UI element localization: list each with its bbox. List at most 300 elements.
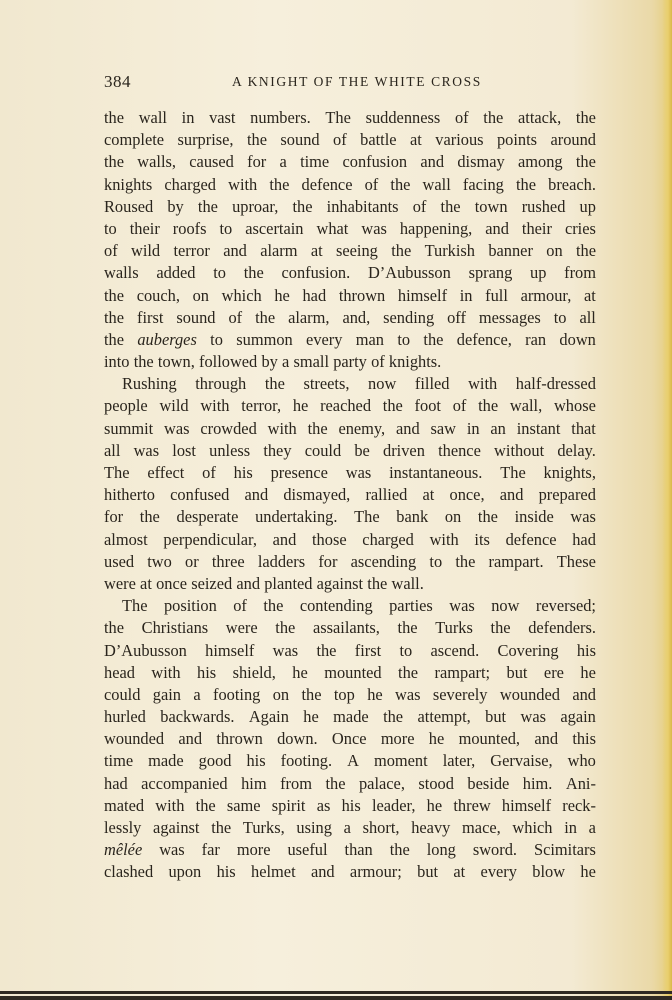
word: the <box>104 307 125 327</box>
word: that <box>571 418 596 438</box>
word: reck- <box>562 795 596 815</box>
word: and <box>310 862 335 882</box>
word: on <box>272 684 290 704</box>
text-line <box>104 506 596 528</box>
word: and <box>534 729 559 749</box>
word: footing. <box>280 751 333 771</box>
word: wall <box>422 174 451 194</box>
word: from <box>280 773 312 793</box>
word: defenders. <box>528 618 596 638</box>
body-text <box>104 107 596 884</box>
word: against <box>153 818 200 837</box>
word: and <box>244 485 269 505</box>
word: the <box>104 108 125 127</box>
word: mounted, <box>458 729 521 749</box>
word: down. <box>277 729 318 749</box>
word: short, <box>362 818 400 837</box>
word: of <box>202 463 216 482</box>
word: the <box>423 329 444 349</box>
word: for <box>318 551 338 571</box>
text-line <box>104 418 596 440</box>
word: wild <box>130 241 161 261</box>
word: he <box>292 396 309 416</box>
word: threw <box>453 795 491 815</box>
word: whose <box>553 396 596 416</box>
word: ladders <box>257 551 306 571</box>
word: uproar, <box>232 196 279 216</box>
word: and <box>396 418 420 438</box>
word: Gervaise, <box>490 751 553 771</box>
word: Rushing <box>122 374 177 394</box>
word: now <box>491 596 520 616</box>
word: charged <box>362 529 414 549</box>
word: alarm, <box>288 307 330 327</box>
word: complete <box>104 130 165 150</box>
word: the <box>104 329 125 349</box>
word: to <box>213 263 226 283</box>
word: spirit <box>271 795 306 815</box>
word: knights. <box>388 352 442 372</box>
word: to <box>210 329 223 349</box>
word: rampart; <box>434 662 491 682</box>
word: Scimitars <box>533 840 596 860</box>
word: beside <box>467 773 510 793</box>
word: thrown <box>216 729 263 749</box>
word: first <box>136 307 164 327</box>
word: without <box>494 440 545 460</box>
word: around <box>550 130 596 150</box>
word: now <box>368 374 397 394</box>
word: mounted <box>324 662 382 682</box>
word: was <box>395 684 421 704</box>
word: the <box>269 174 290 194</box>
word: attempt, <box>417 707 471 727</box>
word: gain <box>152 684 182 704</box>
word: his <box>576 640 596 660</box>
word: into <box>104 352 130 372</box>
page-number: 384 <box>104 72 131 91</box>
word: of <box>371 352 385 372</box>
word: backwards. <box>160 707 235 727</box>
word: heavy <box>411 818 451 837</box>
word: the <box>104 152 125 172</box>
word: driven <box>383 440 425 460</box>
word: the <box>440 196 461 216</box>
word: first <box>354 640 382 660</box>
word: the <box>483 108 504 127</box>
word: were <box>225 618 258 638</box>
word: his <box>246 751 266 771</box>
word: Again <box>248 707 289 727</box>
text-line <box>104 285 596 307</box>
word: was <box>159 840 185 860</box>
word: people <box>104 396 148 416</box>
word: sword. <box>472 840 517 860</box>
word: on <box>192 285 209 305</box>
word: thence <box>438 440 481 460</box>
word: man <box>355 329 385 349</box>
word: parties <box>389 596 433 616</box>
text-line <box>104 174 596 196</box>
word: The <box>104 463 130 482</box>
word: was <box>449 596 475 616</box>
word: and <box>178 729 203 749</box>
word: streets, <box>303 374 350 394</box>
word: was <box>345 463 372 482</box>
word: the <box>398 662 419 682</box>
word: Turkish <box>424 241 475 261</box>
word: knights, <box>543 463 596 482</box>
word: walls <box>104 263 139 283</box>
word: the <box>455 551 476 571</box>
word: inhabitants <box>326 196 399 216</box>
word: the <box>301 684 322 704</box>
word: the <box>397 618 418 638</box>
word: The <box>122 596 148 616</box>
word: party <box>333 352 367 372</box>
word: they <box>263 440 292 460</box>
word: long <box>426 840 456 860</box>
word: of <box>412 196 427 216</box>
word: useful <box>287 840 328 860</box>
word: caused <box>189 152 234 172</box>
word: and <box>499 485 524 505</box>
word: wounded <box>499 684 560 704</box>
word: inside <box>514 507 554 527</box>
word: the <box>264 374 285 394</box>
word: thrown <box>338 285 386 305</box>
text-line <box>104 484 596 506</box>
word: presence <box>270 463 328 482</box>
word: every <box>480 862 517 882</box>
word: and <box>572 684 596 704</box>
word: for <box>247 152 267 172</box>
word: the <box>104 285 125 305</box>
word: but <box>506 662 528 682</box>
word: was <box>272 640 299 660</box>
word: was <box>164 418 190 438</box>
word: A <box>347 751 359 771</box>
word: the <box>139 507 160 527</box>
word: the <box>515 174 537 194</box>
word: rampart. <box>488 551 544 571</box>
word: reversed; <box>535 596 596 616</box>
text-line <box>104 861 596 883</box>
word: up <box>530 263 547 283</box>
word: couch, <box>136 285 180 305</box>
word: sound <box>280 130 320 150</box>
word: a <box>279 152 287 172</box>
word: moment <box>373 751 428 771</box>
word: confused <box>170 485 230 505</box>
text-line <box>104 551 596 573</box>
text-line <box>104 817 596 839</box>
word: Roused <box>104 196 154 216</box>
word: he <box>303 707 319 727</box>
word: with <box>468 374 498 394</box>
word: the <box>390 174 411 194</box>
text-line <box>104 373 596 395</box>
word: These <box>556 551 596 571</box>
word: the <box>197 196 218 216</box>
word: The <box>500 463 526 482</box>
word: shield, <box>232 662 276 682</box>
word: blow <box>532 862 566 882</box>
word: upon <box>168 862 202 882</box>
word: enemy, <box>338 418 386 438</box>
word: to <box>429 551 443 571</box>
word: ascending <box>350 551 417 571</box>
word: wall <box>138 108 167 127</box>
word: the <box>478 396 499 416</box>
word: Christians <box>141 618 209 638</box>
running-title: A KNIGHT OF THE WHITE CROSS <box>232 74 482 89</box>
word: severely <box>432 684 488 704</box>
word: accompanied <box>141 773 228 793</box>
word: mated <box>104 795 145 815</box>
word: him <box>241 773 267 793</box>
text-line <box>104 773 596 795</box>
italic-word: auberges <box>137 329 197 349</box>
word: the <box>389 840 410 860</box>
word: roofs <box>172 218 207 238</box>
word: two <box>147 551 172 571</box>
text-line <box>104 329 596 351</box>
word: once, <box>449 485 485 505</box>
word: he <box>580 862 596 882</box>
word: wounded <box>104 729 165 749</box>
word: suddenness <box>365 108 441 127</box>
word: Covering <box>497 640 559 660</box>
word: stood <box>418 773 454 793</box>
word: of <box>333 130 347 150</box>
word: footing <box>213 684 261 704</box>
word: using <box>296 818 332 837</box>
word: on <box>546 241 563 261</box>
word: added <box>156 263 196 283</box>
word: the <box>292 196 313 216</box>
word: battle <box>360 130 397 150</box>
word: full <box>485 285 508 305</box>
word: various <box>435 130 484 150</box>
word: lost <box>172 440 196 460</box>
text-line <box>104 307 596 329</box>
word: armour, <box>520 285 572 305</box>
text-line <box>104 795 596 817</box>
word: head <box>104 662 135 682</box>
word: perpendicular, <box>163 529 257 549</box>
word: ascertain <box>245 218 304 238</box>
word: the <box>246 130 267 150</box>
word: rushed <box>521 196 566 216</box>
word: later, <box>442 751 476 771</box>
word: their <box>129 218 160 238</box>
word: three <box>211 551 245 571</box>
word: knights <box>104 174 153 194</box>
word: the <box>367 573 388 593</box>
word: down <box>559 329 596 349</box>
word: at <box>453 862 466 882</box>
word: was <box>570 507 596 527</box>
word: the <box>575 108 596 127</box>
word: points <box>496 130 538 150</box>
word: the <box>382 396 403 416</box>
word: what <box>316 218 349 238</box>
word: himself <box>501 795 552 815</box>
word: attack, <box>518 108 562 127</box>
word: were <box>104 573 136 593</box>
word: up <box>579 196 596 216</box>
word: The <box>354 507 380 527</box>
word: he <box>426 795 443 815</box>
word: and <box>236 573 261 593</box>
word: his <box>233 463 253 482</box>
word: time <box>104 751 134 771</box>
word: and <box>272 529 297 549</box>
word: confusion <box>342 152 408 172</box>
word: top <box>333 684 355 704</box>
word: in <box>466 418 480 438</box>
running-head <box>104 72 594 94</box>
word: but <box>485 707 507 727</box>
word: vast <box>209 108 236 127</box>
word: he <box>428 729 445 749</box>
word: dismay <box>457 152 505 172</box>
word: the <box>211 818 232 837</box>
word: be <box>354 440 370 460</box>
word: to <box>553 307 567 327</box>
word: this <box>572 729 596 749</box>
text-line <box>104 573 596 595</box>
word: effect <box>147 463 185 482</box>
word: town <box>474 196 508 216</box>
word: instant <box>516 418 561 438</box>
text-line <box>104 839 596 861</box>
word: with <box>267 418 297 438</box>
word: cries <box>564 218 596 238</box>
word: palace, <box>358 773 405 793</box>
bottom-rule-lower <box>0 996 672 1000</box>
word: at <box>584 285 596 305</box>
word: D’Aubusson <box>104 640 187 660</box>
word: charged <box>164 174 216 194</box>
word: time <box>300 152 330 172</box>
word: those <box>312 529 347 549</box>
word: more <box>380 729 415 749</box>
text-line <box>104 129 596 151</box>
word: The <box>325 108 351 127</box>
word: confusion. <box>281 263 351 283</box>
word: and <box>485 218 509 238</box>
word: bank <box>396 507 429 527</box>
word: of <box>452 396 467 416</box>
word: to <box>399 640 413 660</box>
word: numbers. <box>250 108 311 127</box>
word: the <box>243 263 264 283</box>
text-line <box>104 728 596 750</box>
word: assailants, <box>312 618 380 638</box>
word: banner <box>488 241 533 261</box>
text-line <box>104 196 596 218</box>
word: to <box>104 218 117 238</box>
word: the <box>325 773 346 793</box>
word: half-dressed <box>515 374 596 394</box>
word: by <box>261 352 278 372</box>
word: the <box>383 707 404 727</box>
word: in <box>181 108 195 127</box>
word: with <box>151 662 181 682</box>
word: the <box>195 795 216 815</box>
word: which <box>512 818 553 837</box>
word: to <box>397 329 411 349</box>
word: sending <box>383 307 435 327</box>
text-line <box>104 617 596 639</box>
word: clashed <box>104 862 154 882</box>
word: hurled <box>104 707 146 727</box>
word: Turks, <box>242 818 285 837</box>
word: small <box>293 352 329 372</box>
word: the <box>477 507 498 527</box>
word: the <box>307 418 328 438</box>
word: defence <box>301 174 353 194</box>
text-line <box>104 706 596 728</box>
word: desperate <box>176 507 239 527</box>
word: against <box>316 573 364 593</box>
word: summon <box>236 329 293 349</box>
word: mace, <box>462 818 501 837</box>
word: more <box>236 840 271 860</box>
word: a <box>343 818 351 837</box>
word: summit <box>104 418 154 438</box>
word: sound <box>176 307 216 327</box>
word: he <box>274 285 290 305</box>
text-line <box>104 662 596 684</box>
word: his <box>216 862 236 882</box>
word: the <box>575 241 596 261</box>
word: was <box>361 218 387 238</box>
word: with <box>200 396 230 416</box>
word: had <box>302 285 327 305</box>
word: ascend. <box>430 640 480 660</box>
word: was <box>133 440 160 460</box>
word: leader, <box>371 795 416 815</box>
word: made <box>333 707 369 727</box>
word: on <box>444 507 462 527</box>
word: had <box>572 529 596 549</box>
word: Turks <box>435 618 473 638</box>
word: with <box>429 529 459 549</box>
word: was <box>520 707 546 727</box>
word: the <box>575 152 596 172</box>
word: wall. <box>391 573 424 593</box>
word: he <box>292 662 308 682</box>
word: Once <box>331 729 367 749</box>
word: prepared <box>538 485 596 505</box>
word: in <box>459 285 473 305</box>
word: a <box>193 684 201 704</box>
text-line <box>104 240 596 262</box>
word: had <box>104 773 128 793</box>
word: could <box>104 684 141 704</box>
word: their <box>521 218 552 238</box>
word: with <box>155 795 185 815</box>
word: than <box>344 840 373 860</box>
word: used <box>104 551 135 571</box>
word: defence <box>505 529 557 549</box>
text-line <box>104 529 596 551</box>
word: good <box>198 751 232 771</box>
word: unless <box>209 440 251 460</box>
